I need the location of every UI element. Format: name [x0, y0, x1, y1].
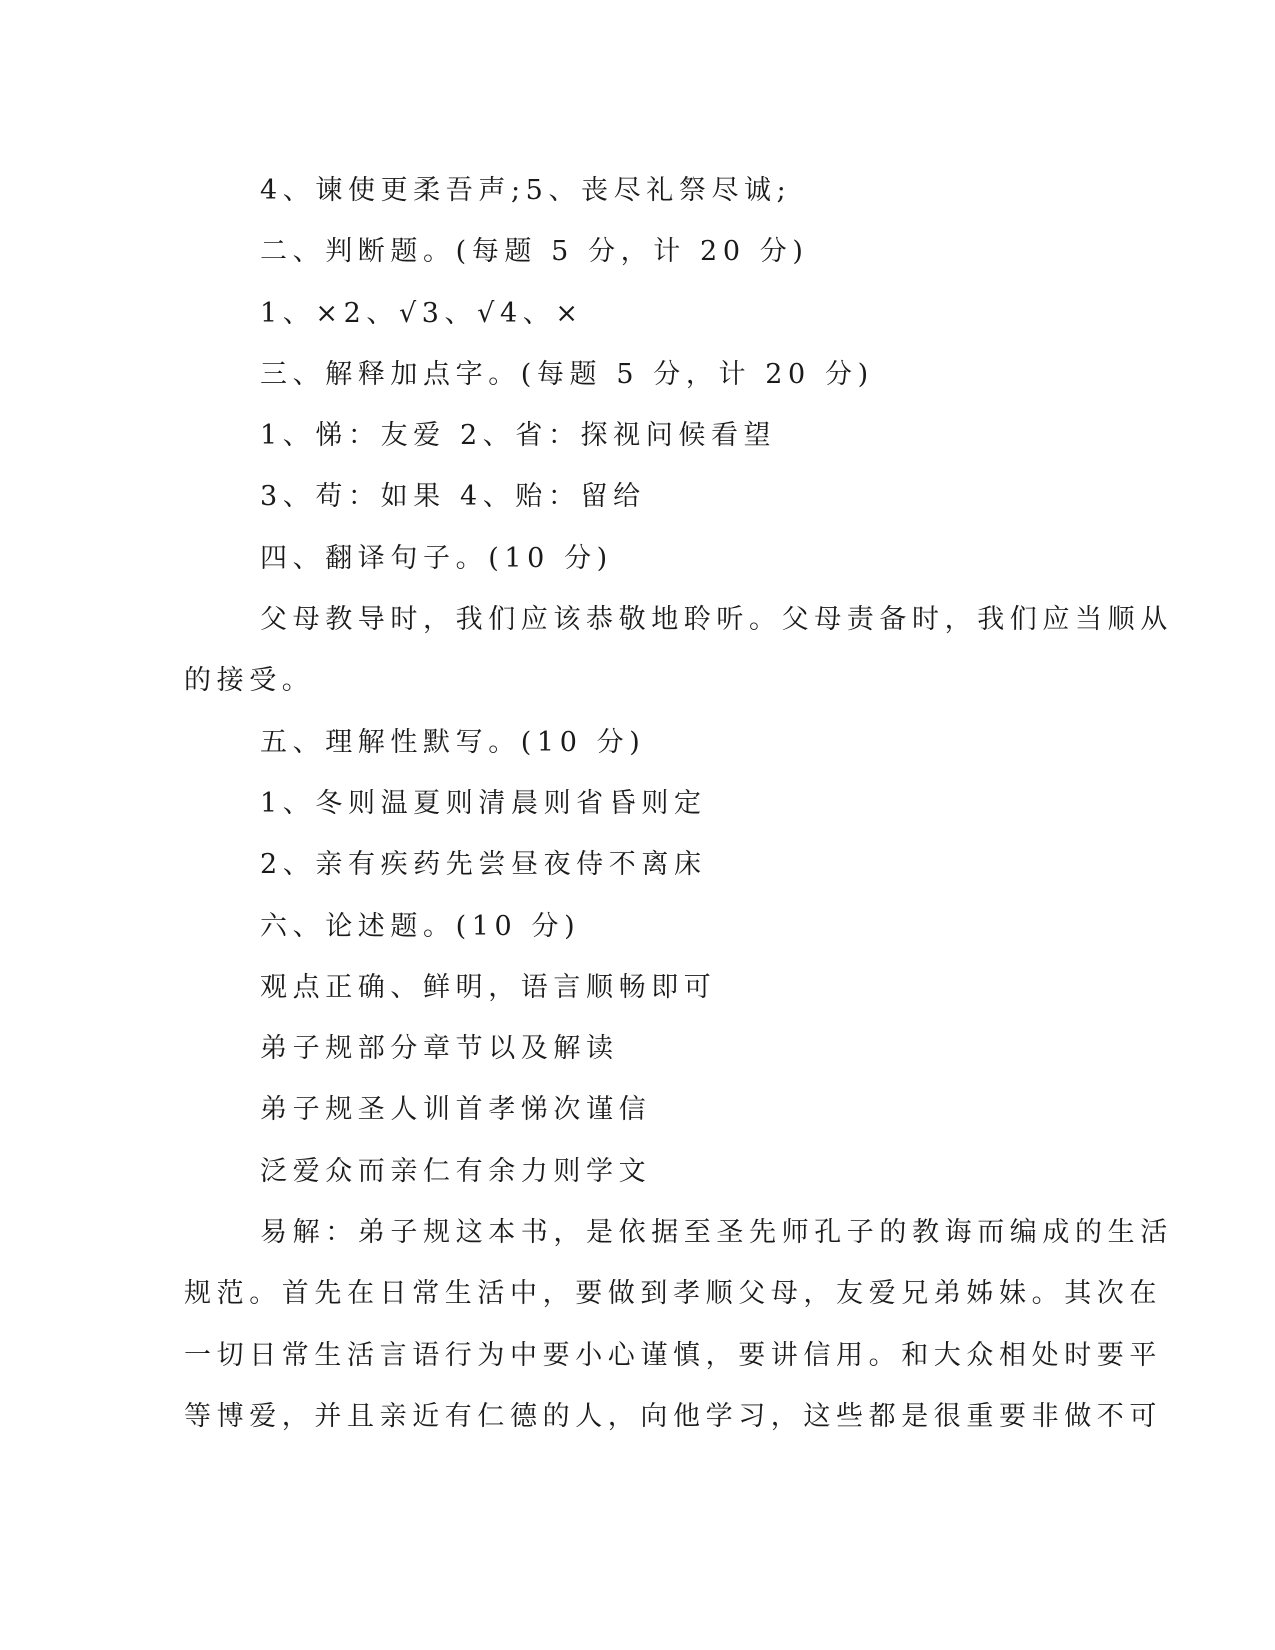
section-heading: 五、理解性默写。(10 分): [260, 726, 646, 758]
text-line: 1、冬则温夏则清晨则省昏则定: [260, 787, 707, 819]
verse-line: 弟子规圣人训首孝悌次谨信: [260, 1094, 652, 1126]
paragraph-line: 易解：弟子规这本书，是依据至圣先师孔子的教诲而编成的生活: [260, 1217, 1173, 1249]
section-heading: 六、论述题。(10 分): [260, 910, 581, 942]
document-body: [184, 160, 1173, 1447]
paragraph-line: 的接受。: [184, 665, 315, 697]
paragraph-line: 一切日常生活言语行为中要小心谨慎，要讲信用。和大众相处时要平: [184, 1339, 1162, 1371]
text-line: 1、×2、√3、√4、×: [260, 297, 584, 329]
subheading: 弟子规部分章节以及解读: [260, 1033, 619, 1065]
verse-line: 泛爱众而亲仁有余力则学文: [260, 1155, 652, 1187]
text-line: 观点正确、鲜明，语言顺畅即可: [260, 971, 717, 1003]
text-line: 2、亲有疾药先尝昼夜侍不离床: [260, 849, 707, 881]
section-heading: 二、判断题。(每题 5 分，计 20 分): [260, 236, 809, 268]
text-line: 1、悌：友爱 2、省：探视问候看望: [260, 420, 777, 452]
paragraph-line: 规范。首先在日常生活中，要做到孝顺父母，友爱兄弟姊妹。其次在: [184, 1278, 1162, 1310]
paragraph-line: 父母教导时，我们应该恭敬地聆听。父母责备时，我们应当顺从: [260, 604, 1173, 636]
paragraph-line: 等博爱，并且亲近有仁德的人，向他学习，这些都是很重要非做不可: [184, 1400, 1162, 1432]
section-heading: 三、解释加点字。(每题 5 分，计 20 分): [260, 358, 874, 390]
section-heading: 四、翻译句子。(10 分): [260, 542, 613, 574]
text-line: 4、谏使更柔吾声;5、丧尽礼祭尽诚;: [260, 175, 792, 206]
text-line: 3、苟：如果 4、贻：留给: [260, 481, 646, 513]
